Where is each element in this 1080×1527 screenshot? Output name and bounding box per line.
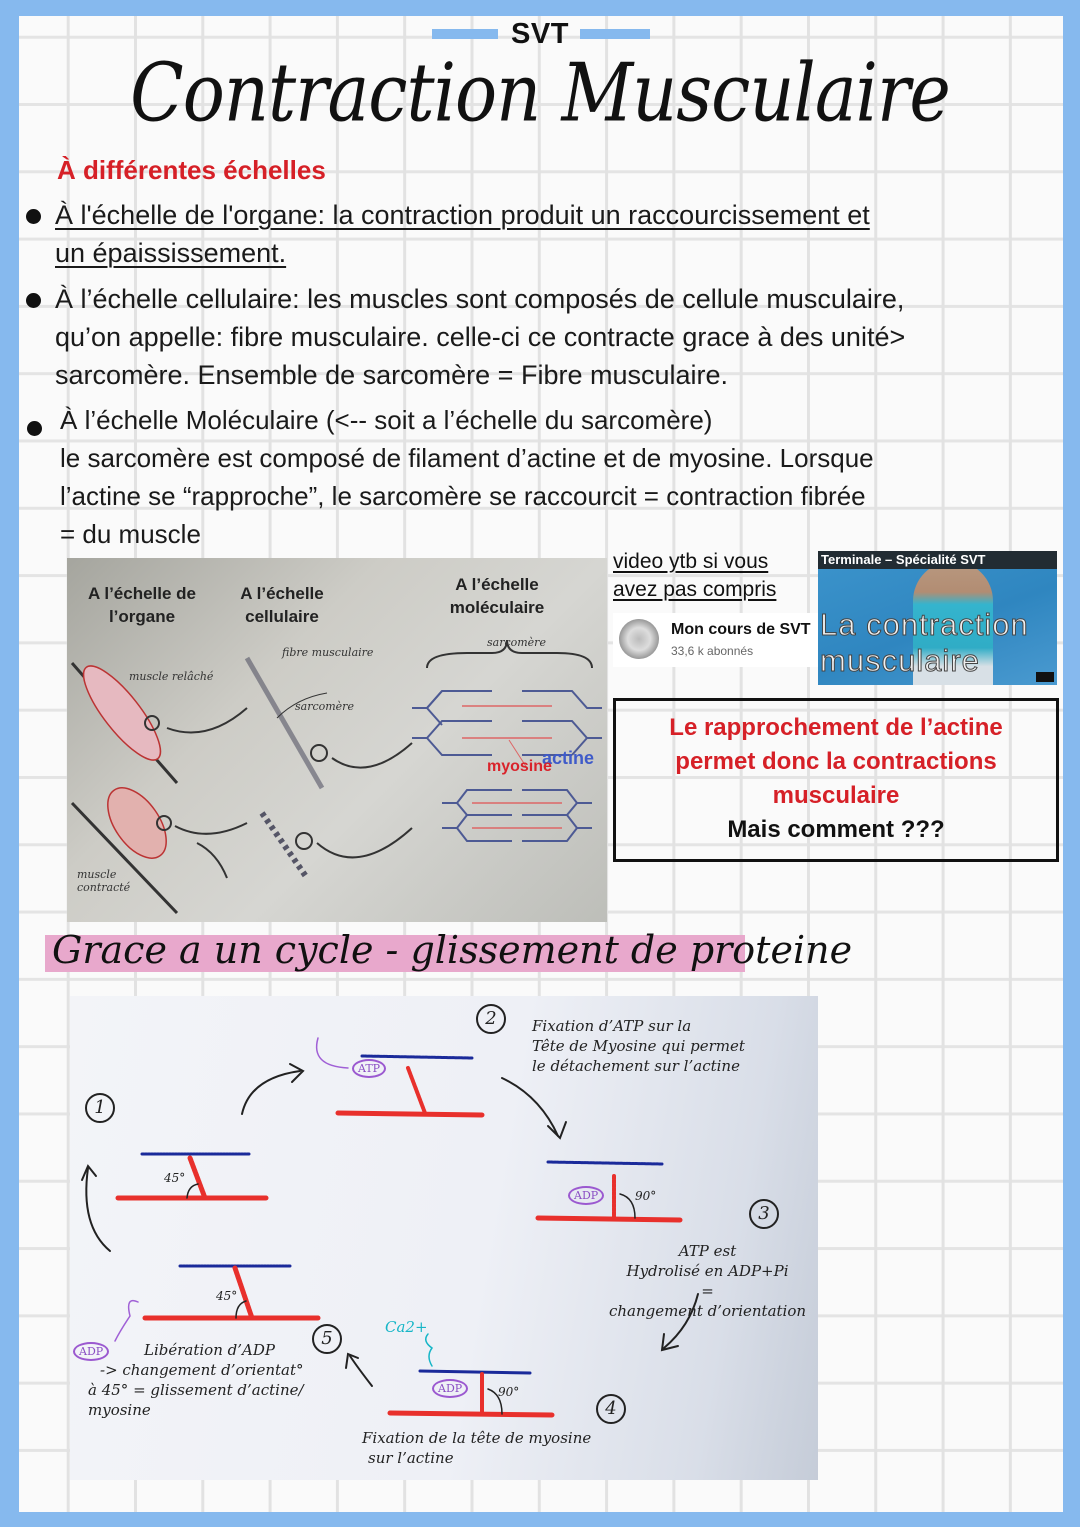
callout-red-text: Le rapprochement de l’actine permet donc la contractions musculaire xyxy=(669,714,1003,809)
label-muscle-fiber: fibre musculaire xyxy=(282,646,374,659)
bullet-molecular xyxy=(60,401,874,553)
cycle-photo xyxy=(70,996,818,1480)
channel-avatar xyxy=(619,619,659,659)
page-title: Contraction Musculaire xyxy=(130,45,950,141)
bullet-icon xyxy=(27,421,42,436)
step-4-text: Fixation de la tête de myosine sur l’actine xyxy=(362,1429,592,1467)
callout-question: Mais comment ??? xyxy=(727,816,945,843)
step-5-text: Libération d’ADP -> changement d’orientat° à 45° = glissement d’actine/ myosine xyxy=(88,1341,304,1419)
adp-tag-step-5: ADP xyxy=(73,1342,109,1361)
channel-subscribers: 33,6 k abonnés xyxy=(671,644,754,658)
bullet-cellular-line-2: qu’on appelle: fibre musculaire. celle-ci ce contracte grace à des unité> xyxy=(55,322,906,352)
label-contracted-muscle: muscle contracté xyxy=(77,868,131,894)
step-number-5: 5 xyxy=(312,1324,342,1354)
photo-heading-molecular: A l’échelle moléculaire xyxy=(449,575,545,617)
step-number-2: 2 xyxy=(476,1004,506,1034)
video-thumbnail[interactable] xyxy=(818,551,1057,685)
channel-name: Mon cours de SVT xyxy=(671,621,811,638)
angle-step-4: 90° xyxy=(498,1385,520,1399)
step-number-1: 1 xyxy=(85,1093,115,1123)
angle-step-5: 45° xyxy=(216,1289,238,1303)
bullet-molecular-line-4: = du muscle xyxy=(60,519,201,549)
bullet-cellular-line-1: À l’échelle cellulaire: les muscles sont composés de cellule musculaire, xyxy=(55,284,905,314)
step-3-text: ATP est Hydrolisé en ADP+Pi = changement d’orientation xyxy=(608,1242,807,1320)
adp-tag-step-4: ADP xyxy=(432,1379,468,1398)
bullet-organ-line-1: À l'échelle de l'organe: la contraction produit un raccourcissement et xyxy=(55,200,870,230)
label-sarcomere-cell: sarcomère xyxy=(295,700,354,713)
bullet-molecular-line-1: À l’échelle Moléculaire (<-- soit a l’échelle du sarcomère) xyxy=(60,405,713,435)
scales-photo xyxy=(67,558,607,922)
thumbnail-top-text: Terminale – Spécialité SVT xyxy=(821,552,986,567)
label-sarcomere-molecular: sarcomère xyxy=(487,636,546,649)
callout-box xyxy=(613,698,1059,862)
bullet-organ xyxy=(55,196,870,272)
atp-tag: ATP xyxy=(352,1059,386,1078)
thumbnail-title: La contraction musculaire xyxy=(820,607,1029,678)
photo-heading-cellular: A l’échelle cellulaire xyxy=(240,584,324,626)
cycle-heading: Grace a un cycle - glissement de proteine xyxy=(52,928,853,972)
video-duration-badge xyxy=(1036,672,1054,682)
bullet-icon xyxy=(26,293,41,308)
scales-drawing xyxy=(67,558,607,922)
bullet-organ-line-2: un épaississement. xyxy=(55,238,287,268)
youtube-channel-card[interactable] xyxy=(613,613,818,667)
step-2-text: Fixation d’ATP sur la Tête de Myosine qui permet le détachement sur l’actine xyxy=(532,1017,745,1075)
label-myosine: myosine xyxy=(487,758,552,775)
video-link-line-1[interactable]: video ytb si vous xyxy=(613,550,769,573)
photo-heading-organ: A l’échelle de l’organe xyxy=(87,584,197,626)
angle-step-3: 90° xyxy=(635,1189,657,1203)
bullet-icon xyxy=(26,209,41,224)
step-number-3: 3 xyxy=(749,1199,779,1229)
step-number-4: 4 xyxy=(596,1394,626,1424)
header-bar-left xyxy=(432,29,498,39)
video-link-line-2[interactable]: avez pas compris xyxy=(613,578,777,601)
bullet-molecular-line-3: l’actine se “rapproche”, le sarcomère se raccourcit = contraction fibrée xyxy=(60,481,866,511)
subject-label: SVT xyxy=(511,18,569,50)
label-actine: actine xyxy=(542,748,595,768)
bullet-cellular xyxy=(55,280,905,394)
angle-step-1: 45° xyxy=(164,1171,186,1185)
bullet-molecular-line-2: le sarcomère est composé de filament d’actine et de myosine. Lorsque xyxy=(60,443,874,473)
section-subtitle: À différentes échelles xyxy=(57,155,326,185)
label-relaxed-muscle: muscle relâché xyxy=(129,670,214,683)
header-bar-right xyxy=(580,29,650,39)
bullet-cellular-line-3: sarcomère. Ensemble de sarcomère = Fibre musculaire. xyxy=(55,360,729,390)
adp-tag-step-3: ADP xyxy=(568,1186,604,1205)
calcium-ion-label: Ca2+ xyxy=(385,1318,428,1336)
